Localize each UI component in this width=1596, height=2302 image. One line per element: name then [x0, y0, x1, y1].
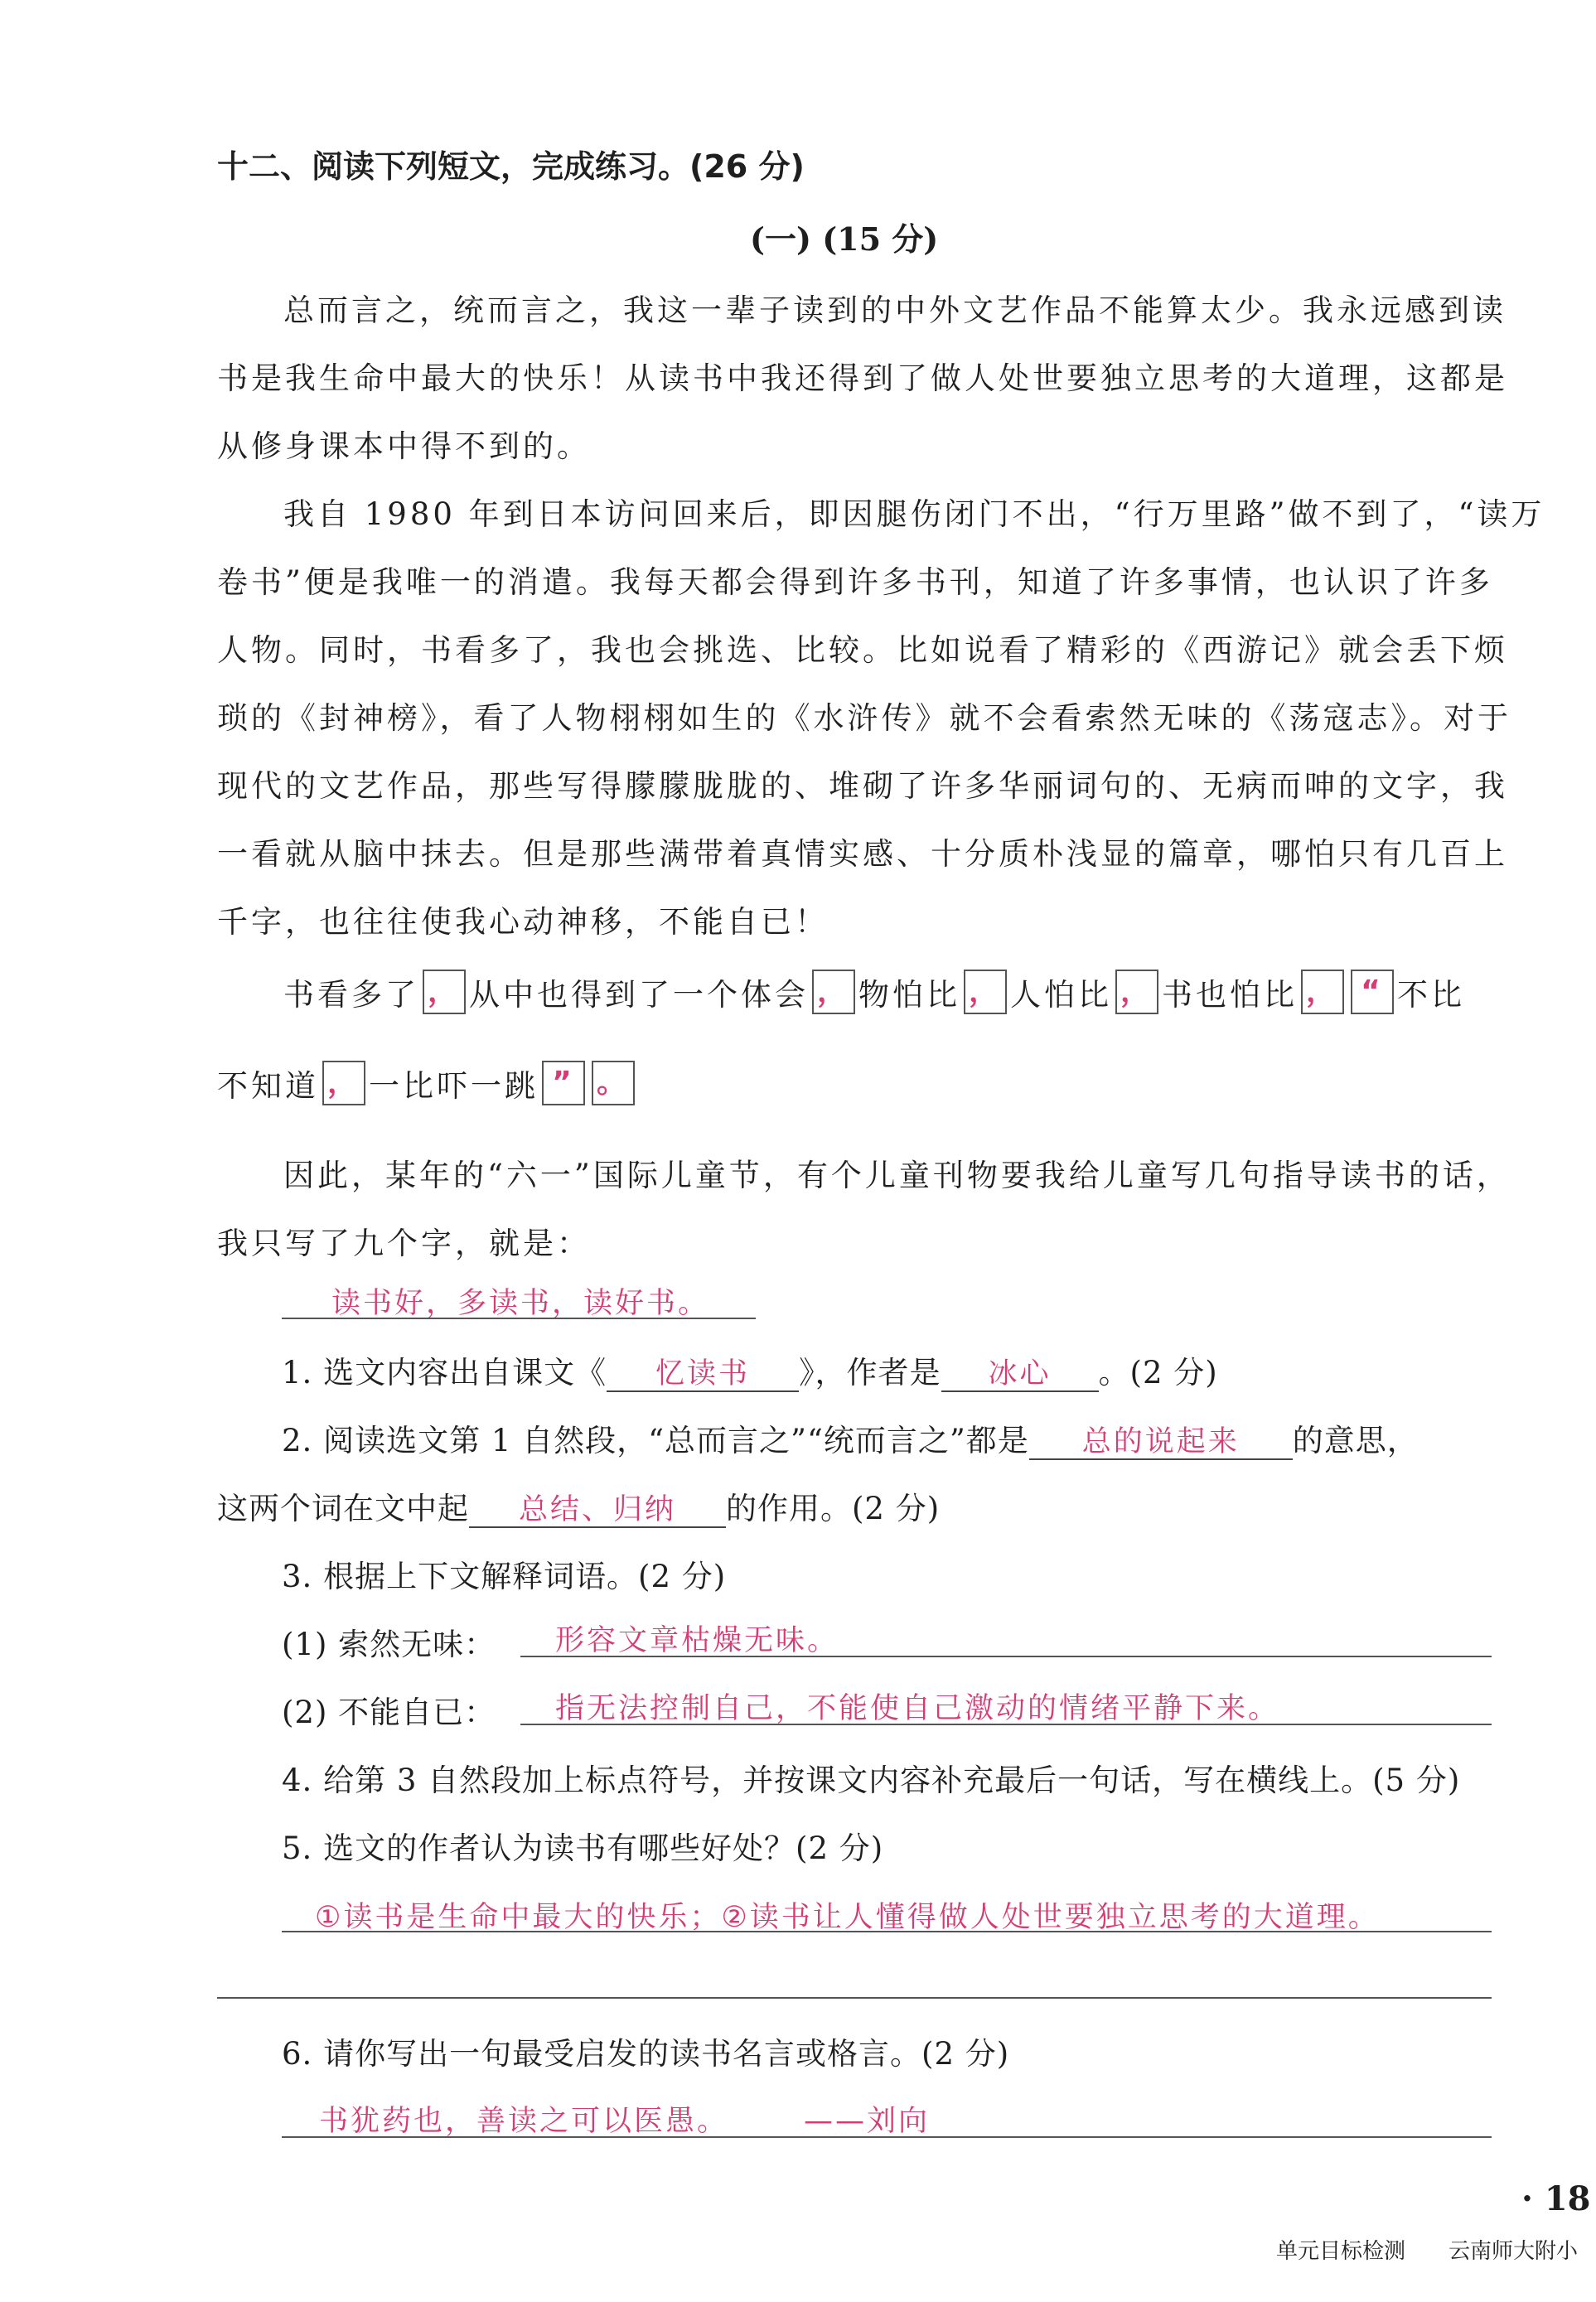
section-title: 十二、阅读下列短文，完成练习。(26 分) [217, 148, 805, 185]
passage-segment: 物怕比 [858, 977, 960, 1013]
question-1 [282, 1347, 1218, 1392]
punctuation-box[interactable]: ， [812, 970, 855, 1014]
passage-line: 我自 1980 年到日本访问回来后，即因腿伤闭门不出，“行万里路”做不到了，“读万 [283, 496, 1545, 532]
passage-line: 总而言之，统而言之，我这一辈子读到的中外文艺作品不能算太少。我永远感到读 [283, 293, 1507, 328]
q2-meaning-blank[interactable]: 总的说起来 [1029, 1425, 1293, 1460]
q1-suffix: 。(2 分) [1098, 1355, 1218, 1390]
answer-underline [217, 1997, 1492, 1999]
q1-mid: 》，作者是 [799, 1355, 941, 1390]
q1-prefix: 1. 选文内容出自课文《 [282, 1355, 607, 1390]
punctuation-box[interactable]: ， [1301, 970, 1344, 1014]
passage-line: 一看就从脑中抹去。但是那些满带着真情实感、十分质朴浅显的篇章，哪怕只有几百上 [217, 836, 1508, 872]
passage-segment: 不比 [1397, 977, 1465, 1013]
passage-segment: 从中也得到了一个体会 [469, 977, 809, 1013]
question-2 [282, 1415, 1419, 1460]
passage-line: 书是我生命中最大的快乐！从读书中我还得到了做人处世要独立思考的大道理，这都是 [217, 360, 1508, 396]
q5-answer[interactable]: ①读书是生命中最大的快乐；②读书让人懂得做人处世要独立思考的大道理。 [315, 1901, 1380, 1934]
q3-item-2-label: (2) 不能自已： [282, 1695, 496, 1730]
passage-line: 琐的《封神榜》，看了人物栩栩如生的《水浒传》就不会看索然无味的《荡寇志》。对于 [217, 700, 1511, 736]
q1-author-blank[interactable]: 冰心 [941, 1357, 1099, 1392]
passage-line: 因此，某年的“六一”国际儿童节，有个儿童刊物要我给儿童写几句指导读书的话， [283, 1158, 1511, 1193]
q3-item-1-label: (1) 索然无味： [282, 1627, 496, 1662]
passage-segment: 书也怕比 [1162, 977, 1298, 1013]
answer-underline [520, 1656, 1492, 1657]
q6-attribution: ——刘向 [804, 2105, 931, 2138]
punctuation-exercise-line-2 [217, 1061, 638, 1105]
passage-segment: 一比吓一跳 [369, 1068, 539, 1104]
punctuation-box[interactable]: ， [423, 970, 466, 1014]
q2-function-blank[interactable]: 总结、归纳 [469, 1493, 726, 1528]
q2-prefix: 2. 阅读选文第 1 自然段，“总而言之”“统而言之”都是 [282, 1423, 1029, 1458]
passage-line: 千字，也往往使我心动神移，不能自已！ [217, 904, 829, 940]
passage-line: 现代的文艺作品，那些写得朦朦胧胧的、堆砌了许多华丽词句的、无病而呻的文字，我 [217, 768, 1508, 804]
q3-item-1-answer[interactable]: 形容文章枯燥无味。 [555, 1624, 839, 1657]
answer-nine-chars: 读书好，多读书，读好书。 [331, 1287, 710, 1320]
footer-right: 云南师大附小 [1448, 2239, 1579, 2264]
passage-line: 卷书”便是我唯一的消遣。我每天都会得到许多书刊，知道了许多事情，也认识了许多 [217, 564, 1493, 600]
passage-segment: 书看多了 [283, 977, 419, 1013]
punctuation-box[interactable]: ， [964, 970, 1007, 1014]
q2-line2-prefix: 这两个词在文中起 [217, 1491, 469, 1526]
q2-suffix2: 的作用。(2 分) [726, 1491, 941, 1526]
punctuation-box[interactable]: ” [542, 1061, 585, 1105]
punctuation-box[interactable]: 。 [592, 1061, 635, 1105]
page-number: · 18 [1521, 2179, 1591, 2218]
answer-underline [282, 1931, 1492, 1932]
answer-underline [282, 1318, 756, 1319]
answer-underline [282, 2136, 1492, 2138]
passage-segment: 人怕比 [1010, 977, 1112, 1013]
passage-segment: 不知道 [217, 1068, 319, 1104]
q6-answer[interactable]: 书犹药也，善读之可以医愚。 [319, 2105, 729, 2138]
q2-suffix1: 的意思， [1292, 1423, 1419, 1458]
punctuation-box[interactable]: “ [1351, 970, 1394, 1014]
punctuation-exercise-line-1 [283, 970, 1465, 1014]
question-4-title: 4. 给第 3 自然段加上标点符号，并按课文内容补充最后一句话，写在横线上。(5 分) [282, 1763, 1461, 1798]
section-sub-title: (一) (15 分) [750, 220, 939, 258]
q3-item-2-answer[interactable]: 指无法控制自己，不能使自己激动的情绪平静下来。 [555, 1692, 1280, 1725]
passage-line: 人物。同时，书看多了，我也会挑选、比较。比如说看了精彩的《西游记》就会丢下烦 [217, 632, 1508, 668]
answer-underline [520, 1724, 1492, 1725]
q1-lesson-blank[interactable]: 忆读书 [607, 1357, 799, 1392]
punctuation-box[interactable]: ， [1115, 970, 1158, 1014]
question-3-title: 3. 根据上下文解释词语。(2 分) [282, 1559, 727, 1594]
footer-left: 单元目标检测 [1276, 2239, 1406, 2264]
punctuation-box[interactable]: ， [322, 1061, 365, 1105]
passage-line: 我只写了九个字，就是： [217, 1226, 591, 1261]
question-5-title: 5. 选文的作者认为读书有哪些好处？(2 分) [282, 1830, 884, 1866]
passage-line: 从修身课本中得不到的。 [217, 428, 591, 464]
question-6-title: 6. 请你写出一句最受启发的读书名言或格言。(2 分) [282, 2036, 1010, 2072]
question-2-line-2 [217, 1483, 940, 1528]
